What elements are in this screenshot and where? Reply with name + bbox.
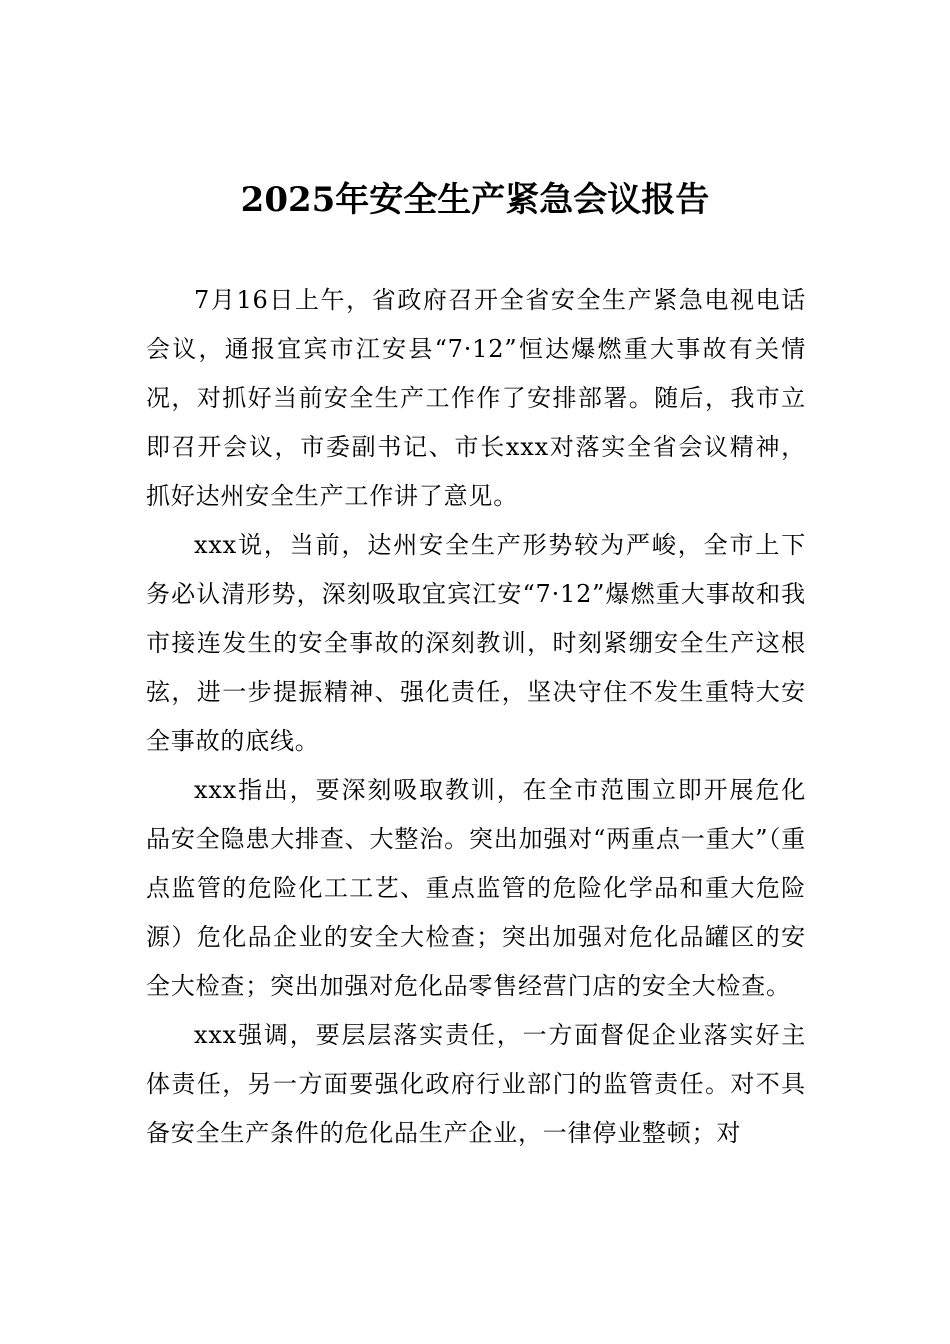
- paragraph-4: xxx强调，要层层落实责任，一方面督促企业落实好主体责任，另一方面要强化政府行业部门的监管责任。对不具备安全生产条件的危化品生产企业，一律停业整顿；对: [146, 1021, 806, 1147]
- paragraph-2: xxx说，当前，达州安全生产形势较为严峻，全市上下务必认清形势，深刻吸取宜宾江安“7·12”爆燃重大事故和我市接连发生的安全事故的深刻教训，时刻紧绷安全生产这根弦，进一步提振精神、强化责任，坚决守住不发生重特大安全事故的底线。: [146, 531, 806, 755]
- paragraph-3: xxx指出，要深刻吸取教训，在全市范围立即开展危化品安全隐患大排查、大整治。突出加强对“两重点一重大”（重点监管的危险化工工艺、重点监管的危险化学品和重大危险源）危化品企业的安全大检查；突出加强对危化品罐区的安全大检查；突出加强对危化品零售经营门店的安全大检查。: [146, 776, 806, 1000]
- paragraph-1: 7月16日上午，省政府召开全省安全生产紧急电视电话会议，通报宜宾市江安县“7·12”恒达爆燃重大事故有关情况，对抓好当前安全生产工作作了安排部署。随后，我市立即召开会议，市委副书记、市长xxx对落实全省会议精神，抓好达州安全生产工作讲了意见。: [146, 286, 806, 510]
- document-body: [146, 276, 806, 1158]
- document-title: 2025年安全生产紧急会议报告: [240, 180, 710, 220]
